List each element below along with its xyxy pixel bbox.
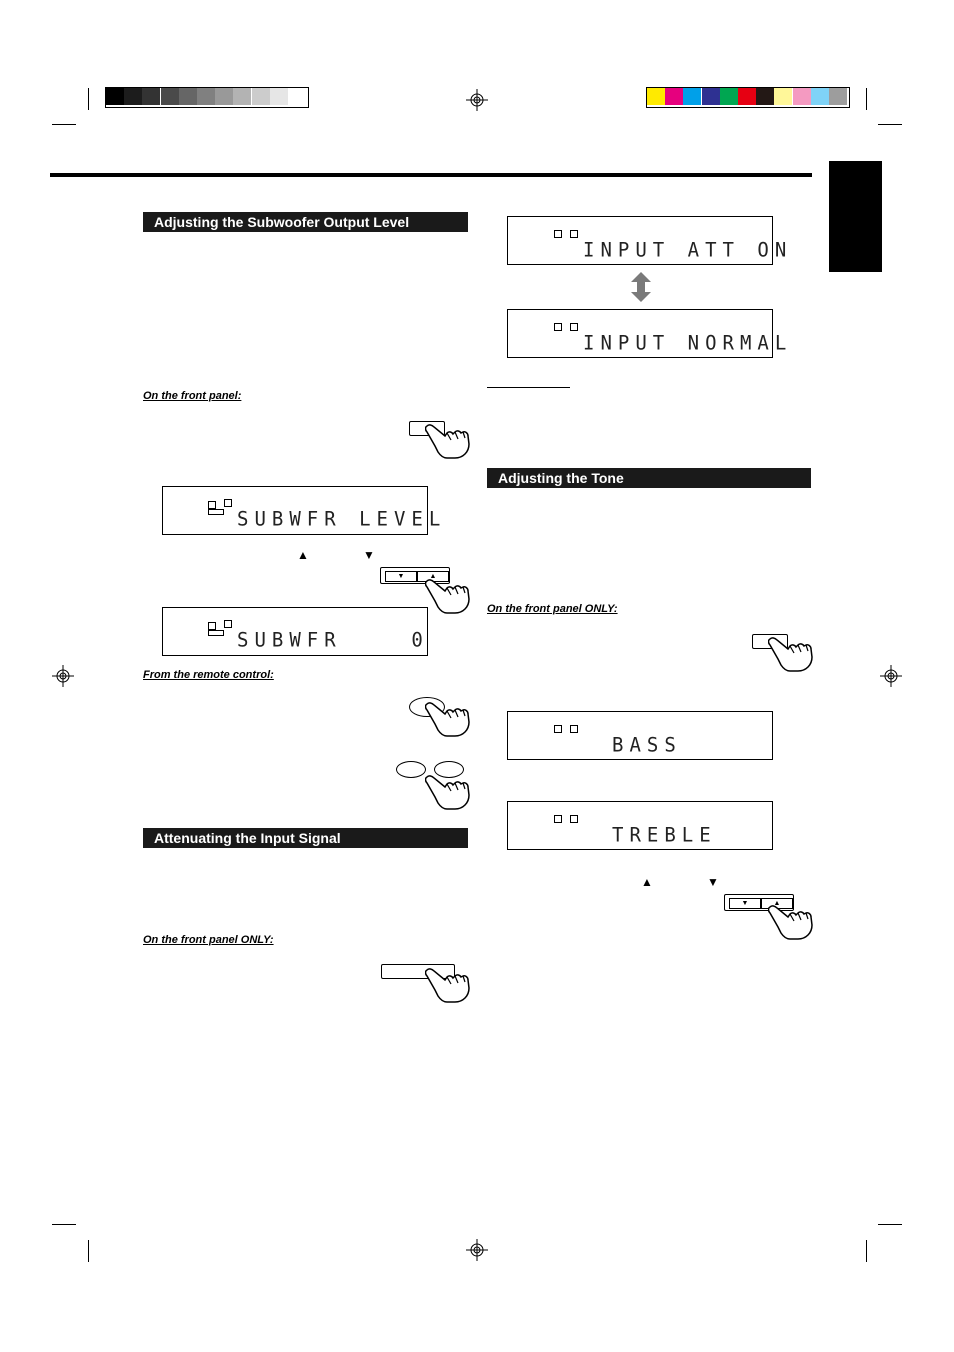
registration-mark-icon — [52, 665, 74, 687]
registration-mark-icon — [466, 89, 488, 111]
color-swatch — [142, 88, 160, 105]
color-swatch — [106, 88, 124, 105]
lcd-text: INPUT NORMAL — [583, 331, 793, 355]
lcd-indicator — [570, 230, 578, 238]
color-swatch — [665, 88, 683, 105]
lcd-indicator — [208, 501, 216, 509]
lcd-display — [162, 607, 428, 656]
down-button[interactable]: ▼ — [385, 571, 417, 582]
down-arrow-icon: ▼ — [707, 875, 719, 889]
color-swatch — [683, 88, 701, 105]
remote-control-label: From the remote control: — [143, 669, 274, 681]
lcd-indicator — [554, 725, 562, 733]
color-swatch — [738, 88, 756, 105]
registration-mark-icon — [466, 1239, 488, 1261]
language-tab — [829, 161, 882, 272]
lcd-text: TREBLE — [612, 823, 717, 847]
lcd-display — [507, 801, 773, 850]
color-swatch — [179, 88, 197, 105]
lcd-text: SUBWFR 0 — [237, 628, 429, 652]
lcd-display — [507, 216, 793, 265]
pointing-hand-icon — [425, 773, 471, 811]
crop-mark — [866, 1240, 867, 1262]
remote-down-button[interactable] — [396, 761, 426, 778]
lcd-indicator — [208, 509, 224, 515]
double-arrow-icon — [630, 272, 652, 302]
crop-mark — [878, 1224, 902, 1225]
lcd-text: INPUT ATT ON — [583, 238, 793, 262]
note-rule — [487, 387, 570, 388]
lcd-indicator — [224, 499, 232, 507]
color-swatch — [233, 88, 251, 105]
lcd-indicator — [208, 622, 216, 630]
crop-mark — [866, 88, 867, 110]
color-swatch — [124, 88, 142, 105]
color-swatch — [756, 88, 774, 105]
header-rule — [50, 173, 812, 177]
down-button[interactable]: ▼ — [729, 898, 761, 909]
pointing-hand-icon — [768, 903, 814, 941]
section-title-subwoofer: Adjusting the Subwoofer Output Level — [143, 212, 468, 232]
color-swatch — [829, 88, 847, 105]
up-button[interactable]: ▲ — [761, 898, 793, 909]
crop-mark — [52, 1224, 76, 1225]
color-swatch — [702, 88, 720, 105]
color-swatch — [647, 88, 665, 105]
section-title-attenuate: Attenuating the Input Signal — [143, 828, 468, 848]
color-swatch — [161, 88, 179, 105]
up-button[interactable]: ▲ — [417, 571, 449, 582]
lcd-indicator — [554, 230, 562, 238]
color-swatch — [811, 88, 829, 105]
color-swatch — [197, 88, 215, 105]
lcd-text: SUBWFR LEVEL — [237, 507, 447, 531]
pointing-hand-icon — [768, 635, 814, 673]
down-arrow-icon: ▼ — [363, 548, 375, 562]
lcd-text: BASS — [612, 733, 682, 757]
up-arrow-icon: ▲ — [297, 548, 309, 562]
front-panel-only-label: On the front panel ONLY: — [143, 934, 274, 946]
color-swatch — [270, 88, 288, 105]
lcd-indicator — [570, 323, 578, 331]
lcd-indicator — [208, 630, 224, 636]
color-swatch — [288, 88, 306, 105]
lcd-indicator — [554, 815, 562, 823]
lcd-display — [507, 309, 793, 358]
front-panel-only-label: On the front panel ONLY: — [487, 603, 618, 615]
crop-mark — [878, 124, 902, 125]
color-swatch — [252, 88, 270, 105]
pointing-hand-icon — [425, 966, 471, 1004]
front-panel-label: On the front panel: — [143, 390, 242, 402]
lcd-indicator — [554, 323, 562, 331]
color-swatch — [793, 88, 811, 105]
lcd-indicator — [570, 725, 578, 733]
pointing-hand-icon — [425, 700, 471, 738]
lcd-display — [162, 486, 447, 535]
color-swatch — [774, 88, 792, 105]
crop-mark — [88, 1240, 89, 1262]
crop-mark — [88, 88, 89, 110]
lcd-display — [507, 711, 773, 760]
pointing-hand-icon — [425, 422, 471, 460]
color-swatch — [215, 88, 233, 105]
pointing-hand-icon — [425, 577, 471, 615]
crop-mark — [52, 124, 76, 125]
registration-mark-icon — [880, 665, 902, 687]
up-arrow-icon: ▲ — [641, 875, 653, 889]
color-swatch — [720, 88, 738, 105]
lcd-indicator — [224, 620, 232, 628]
lcd-indicator — [570, 815, 578, 823]
section-title-tone: Adjusting the Tone — [487, 468, 811, 488]
